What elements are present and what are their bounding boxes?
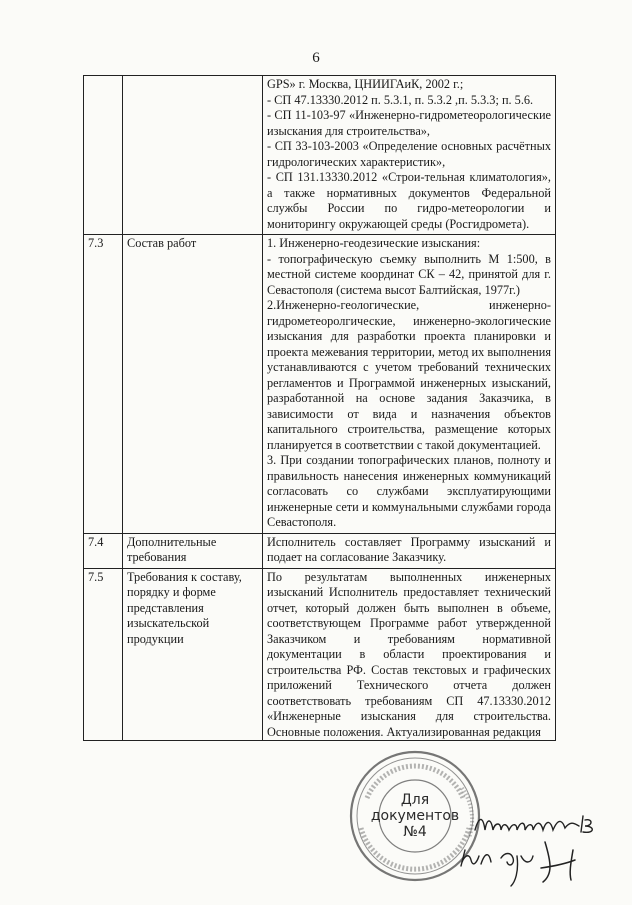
- stamp-line: №4: [403, 824, 427, 840]
- handwritten-signature: [455, 812, 605, 890]
- signature-graphic: [455, 812, 605, 890]
- content-line: 3. При создании топографических планов, полноту и правильность нанесения инженерных коммуникаций согласовать со службами эксплуатирующими инженерные сети и коммунальными службами города Севастополя.: [267, 453, 551, 529]
- row-content: [263, 76, 556, 235]
- row-title: Дополнительные требования: [123, 533, 263, 568]
- row-number: 7.3: [84, 235, 123, 534]
- table-row: [84, 533, 556, 568]
- row-number: [84, 76, 123, 235]
- stamp-line: Для: [400, 792, 430, 808]
- table-row: [84, 568, 556, 741]
- row-title: Состав работ: [123, 235, 263, 534]
- row-content: [263, 568, 556, 741]
- stamp-line: документов: [370, 808, 460, 824]
- page-number: 6: [312, 50, 320, 66]
- row-number: 7.4: [84, 533, 123, 568]
- requirements-table: [83, 75, 556, 741]
- content-line: 2.Инженерно-геологические, инженерно-гидрометеоролгические, инженерно-экологические изыскания для разработки проекта планировки и проекта межевания территории, метод их выполнения устанавливаются с учетом требований технических регламентов и Программой инженерных изысканий, разработанной на основе задания Заказчика, в зависимости от вида и назначения объектов капитального строительства, размещение которых планируется в соответствии с такой документацией.: [267, 298, 551, 452]
- content-line: - топографическую съемку выполнить М 1:500, в местной системе координат СК – 42, принятой для г. Севастополя (система высот Балтийская, 1977г.): [267, 251, 551, 297]
- row-content: [263, 533, 556, 568]
- table-row: [84, 76, 556, 235]
- content-line: - СП 33-103-2003 «Определение основных расчётных гидрологических характеристик»,: [267, 139, 551, 169]
- content-line: - СП 47.13330.2012 п. 5.3.1, п. 5.3.2 ,п. 5.3.3; п. 5.6.: [267, 92, 534, 107]
- content-line: По результатам выполненных инженерных изысканий Исполнитель предоставляет технический отчет, который должен быть выполнен в объеме, соответствующем Программе работ утвержденной Заказчиком и требованиям нормативной документации в области проектирования и строительства РФ. Состав текстовых и графических приложений Технического отчета должен соответствовать требованиям СП 47.13330.2012 «Инженерные изыскания для строительства. Основные положения. Актуализированная редакция: [267, 569, 551, 739]
- content-line: - СП 11-103-97 «Инженерно-гидрометеорологические изыскания для строительства»,: [267, 108, 551, 138]
- content-line: - СП 131.13330.2012 «Строи-тельная климатология», а также нормативных документов Федеральной службы России по гидро-метеорологии и мониторингу окружающей среды (Росгидромета).: [267, 170, 551, 231]
- row-title: Требования к составу, порядку и форме представления изыскательской продукции: [123, 568, 263, 741]
- content-line: GPS» г. Москва, ЦНИИГАиК, 2002 г.;: [267, 77, 464, 91]
- row-title: [123, 76, 263, 235]
- row-content: [263, 235, 556, 534]
- content-line: Исполнитель составляет Программу изысканий и подает на согласование Заказчику.: [267, 534, 551, 564]
- content-line: 1. Инженерно-геодезические изыскания:: [267, 236, 481, 250]
- row-number: 7.5: [84, 568, 123, 741]
- table-row: [84, 235, 556, 534]
